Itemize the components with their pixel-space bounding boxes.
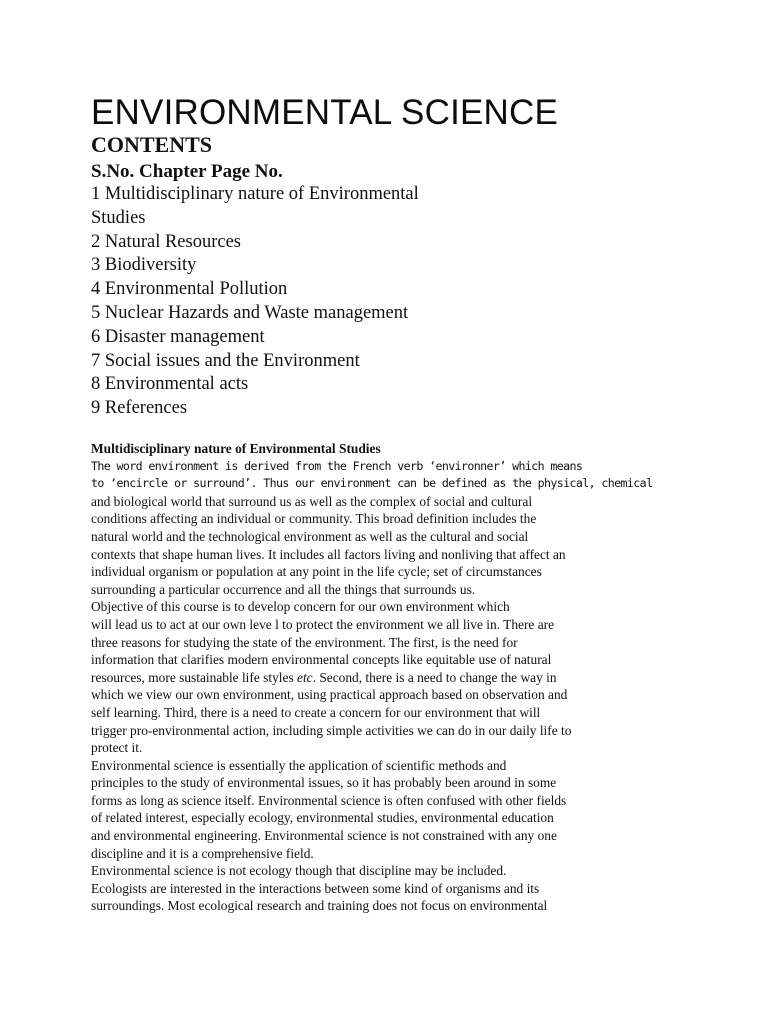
document-title: ENVIRONMENTAL SCIENCE [91,93,559,132]
toc-item: 8 Environmental acts [91,374,249,395]
contents-heading: CONTENTS [91,132,213,157]
body-line: Environmental science is essentially the application of scientific methods and [91,757,507,773]
body-line: three reasons for studying the state of the environment. The first, is the need for [91,634,518,650]
body-line: Objective of this course is to develop concern for our own environment which [91,599,510,615]
toc-item: 5 Nuclear Hazards and Waste management [91,302,409,323]
body-line: and biological world that surround us as well as the complex of social and cultural [91,493,533,509]
body-line: of related interest, especially ecology, environmental studies, environmental education [91,810,554,826]
body-line: surrounding a particular occurrence and all the things that surrounds us. [91,581,476,597]
toc-item: 4 Environmental Pollution [91,279,288,300]
toc-item: 6 Disaster management [91,326,265,347]
body-line: Environmental science is not ecology though that discipline may be included. [91,863,507,879]
body-line: discipline and it is a comprehensive field. [91,845,314,861]
body-line: The word environment is derived from the French verb ‘environner’ which means [91,458,583,473]
body-line: contexts that shape human lives. It includes all factors living and nonliving that affect an [91,546,566,562]
toc-item: 1 Multidisciplinary nature of Environmental Studies [91,184,419,228]
body-line: forms as long as science itself. Environmental science is often confused with other fields [91,792,567,808]
body-line: conditions affecting an individual or community. This broad definition includes the [91,511,537,527]
body-line: trigger pro-environmental action, including simple activities we can do in our daily life to [91,722,572,738]
body-line: principles to the study of environmental issues, so it has probably been around in some [91,775,557,791]
body-line: information that clarifies modern environmental concepts like equitable use of natural [91,652,552,668]
toc-item: 9 References [91,398,188,419]
table-of-contents [91,183,471,421]
body-line: will lead us to act at our own leve l to protect the environment we all live in. There are [91,616,555,632]
body-line: natural world and the technological environment as well as the cultural and social [91,528,529,544]
body-line: Ecologists are interested in the interactions between some kind of organisms and its [91,880,540,896]
body-line: self learning. Third, there is a need to create a concern for our environment that will [91,704,541,720]
toc-item: 7 Social issues and the Environment [91,350,360,371]
body-line: surroundings. Most ecological research and training does not focus on environmental [91,898,548,914]
body-line: individual organism or population at any point in the life cycle; set of circumstances [91,564,542,580]
body-text [91,440,651,915]
body-line: to ‘encircle or surround’. Thus our environment can be defined as the physical, chemical [91,476,653,491]
body-line: which we view our own environment, using practical approach based on observation and [91,687,568,703]
toc-item: 3 Biodiversity [91,255,197,276]
section-heading: Multidisciplinary nature of Environmental Studies [91,441,381,456]
body-line: protect it. [91,740,143,756]
body-line: and environmental engineering. Environmental science is not constrained with any one [91,828,557,844]
italic-etc: etc [297,669,313,685]
body-line: resources, more sustainable life styles etc. Second, there is a need to change the way in [91,669,557,685]
toc-item: 2 Natural Resources [91,231,242,252]
toc-column-header: S.No. Chapter Page No. [91,161,283,182]
